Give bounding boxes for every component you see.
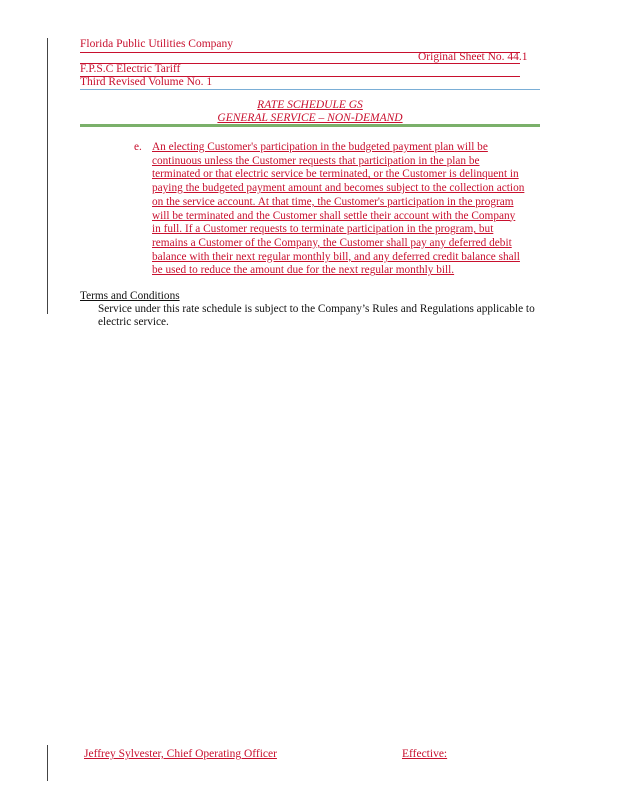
schedule-title: RATE SCHEDULE GS	[257, 99, 363, 111]
volume-label: Third Revised Volume No. 1	[80, 76, 213, 88]
item-e-line: on the service account. At that time, the Customer's participation in the program	[152, 195, 514, 208]
company-name: Florida Public Utilities Company	[80, 38, 234, 50]
revision-bar-bottom	[47, 745, 48, 781]
item-e-line: continuous unless the Customer requests that participation in the plan be	[152, 154, 480, 167]
sheet-number: Original Sheet No. 44.1	[418, 51, 528, 63]
item-e-line: in full. If a Customer requests to terminate participation in the program, but	[152, 223, 494, 236]
item-e-line: paying the budgeted payment amount and becomes subject to the collection action	[152, 182, 525, 195]
terms-heading: Terms and Conditions	[80, 290, 180, 302]
revision-bar-top	[47, 38, 48, 314]
item-e-line: balance with their next regular monthly bill, and any deferred credit balance shall	[152, 250, 520, 263]
title-divider	[80, 124, 540, 127]
item-e-line: will be terminated and the Customer shall settle their account with the Company	[152, 209, 516, 222]
item-e-marker: e.	[134, 141, 142, 153]
tariff-name: F.P.S.C Electric Tariff	[80, 63, 181, 75]
header-rule-4	[80, 89, 540, 90]
effective-label: Effective:	[402, 748, 448, 760]
schedule-subtitle: GENERAL SERVICE – NON-DEMAND	[217, 112, 403, 124]
item-e-line: terminated or that electric service be terminated, or the Customer is delinquent in	[152, 168, 519, 181]
item-e-paragraph	[134, 141, 540, 278]
terms-text-line-2: electric service.	[98, 316, 169, 328]
item-e-line: An electing Customer's participation in the budgeted payment plan will be	[152, 141, 488, 153]
item-e-line: be used to reduce the amount due for the next regular monthly bill.	[152, 264, 455, 277]
signer-name: Jeffrey Sylvester, Chief Operating Officer	[84, 748, 277, 760]
terms-text-line-1: Service under this rate schedule is subject to the Company’s Rules and Regulations applicable to	[98, 303, 535, 315]
item-e-line: remains a Customer of the Company, the Customer shall pay any deferred debit	[152, 236, 512, 249]
